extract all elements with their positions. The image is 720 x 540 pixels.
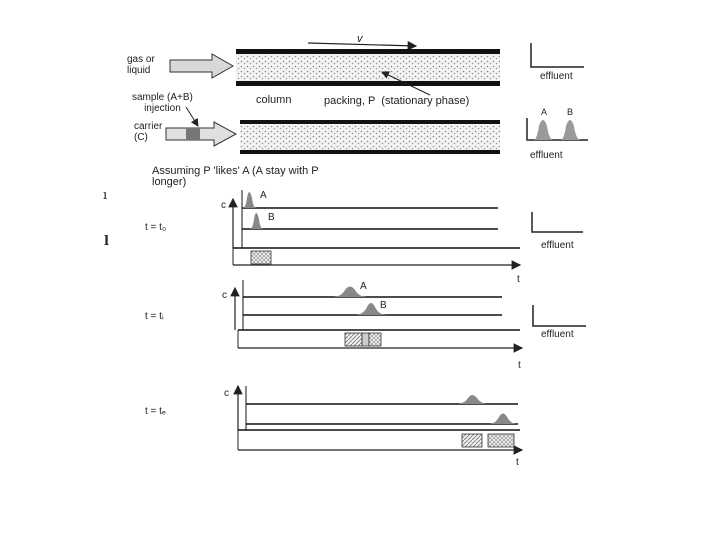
injection-column xyxy=(166,107,588,154)
band-a xyxy=(462,434,482,447)
c-axis-label: c xyxy=(221,200,226,211)
column-label: column xyxy=(256,94,292,106)
band-b xyxy=(369,333,381,346)
effluent-axes-ti xyxy=(533,305,586,326)
time-label-ti: t = tᵢ xyxy=(145,311,164,322)
peak-a-label: A xyxy=(360,281,367,292)
packing-bed xyxy=(240,124,500,150)
column-wall-bottom xyxy=(236,81,500,86)
packing-label: packing, P (stationary phase) xyxy=(324,95,470,107)
velocity-label: v xyxy=(357,33,363,45)
effluent-peak-b-label: B xyxy=(567,107,574,117)
peak-a xyxy=(243,192,256,208)
effluent-label-t0: effluent xyxy=(541,240,574,251)
column-wall-bottom xyxy=(240,150,500,154)
peak-a xyxy=(458,395,487,404)
top-column xyxy=(170,43,584,95)
effluent-peak-b xyxy=(561,120,580,140)
peak-b-label: B xyxy=(268,212,275,223)
peak-b xyxy=(490,414,516,425)
band-mixed xyxy=(251,251,271,264)
peak-b-label: B xyxy=(380,300,387,311)
effluent-peak-a-label: A xyxy=(541,107,548,117)
peak-b xyxy=(250,213,263,229)
margin-mark-2: l xyxy=(104,234,109,249)
sample-injection-label: sample (A+B) injection xyxy=(132,92,193,114)
effluent-axes-top xyxy=(531,43,584,67)
band-a xyxy=(345,333,362,346)
band-overlap xyxy=(362,333,369,346)
mobile-phase-inlet-arrow xyxy=(170,54,233,78)
carrier-label: carrier (C) xyxy=(134,121,163,143)
c-axis-label: c xyxy=(222,290,227,301)
c-axis-label: c xyxy=(224,388,229,399)
mobile-phase-label: gas or liquid xyxy=(127,54,155,76)
t-axis-label: t xyxy=(516,457,519,468)
effluent-label-injection: effluent xyxy=(530,150,563,161)
margin-mark-1: ı xyxy=(103,188,108,203)
panel-ti xyxy=(235,280,586,348)
column-wall-top xyxy=(240,120,500,124)
t-axis-label: t xyxy=(517,274,520,285)
time-label-te: t = tₑ xyxy=(145,406,166,417)
sample-plug xyxy=(186,128,200,140)
effluent-peak-a xyxy=(534,120,553,140)
panel-t0 xyxy=(233,190,583,265)
band-b xyxy=(488,434,514,447)
packing-bed xyxy=(236,54,500,81)
effluent-label-top: effluent xyxy=(540,71,573,82)
panel-te xyxy=(238,386,522,450)
carrier-inlet-arrow xyxy=(166,122,236,146)
assumption-text: Assuming P 'likes' A (A stay with P longer) xyxy=(152,165,319,188)
column-wall-top xyxy=(236,49,500,54)
effluent-axes-t0 xyxy=(532,212,583,232)
effluent-label-ti: effluent xyxy=(541,329,574,340)
t-axis-label: t xyxy=(518,360,521,371)
effluent-axes-injection xyxy=(527,118,588,140)
peak-a-label: A xyxy=(260,190,267,201)
time-label-t0: t = t₀ xyxy=(145,222,167,233)
